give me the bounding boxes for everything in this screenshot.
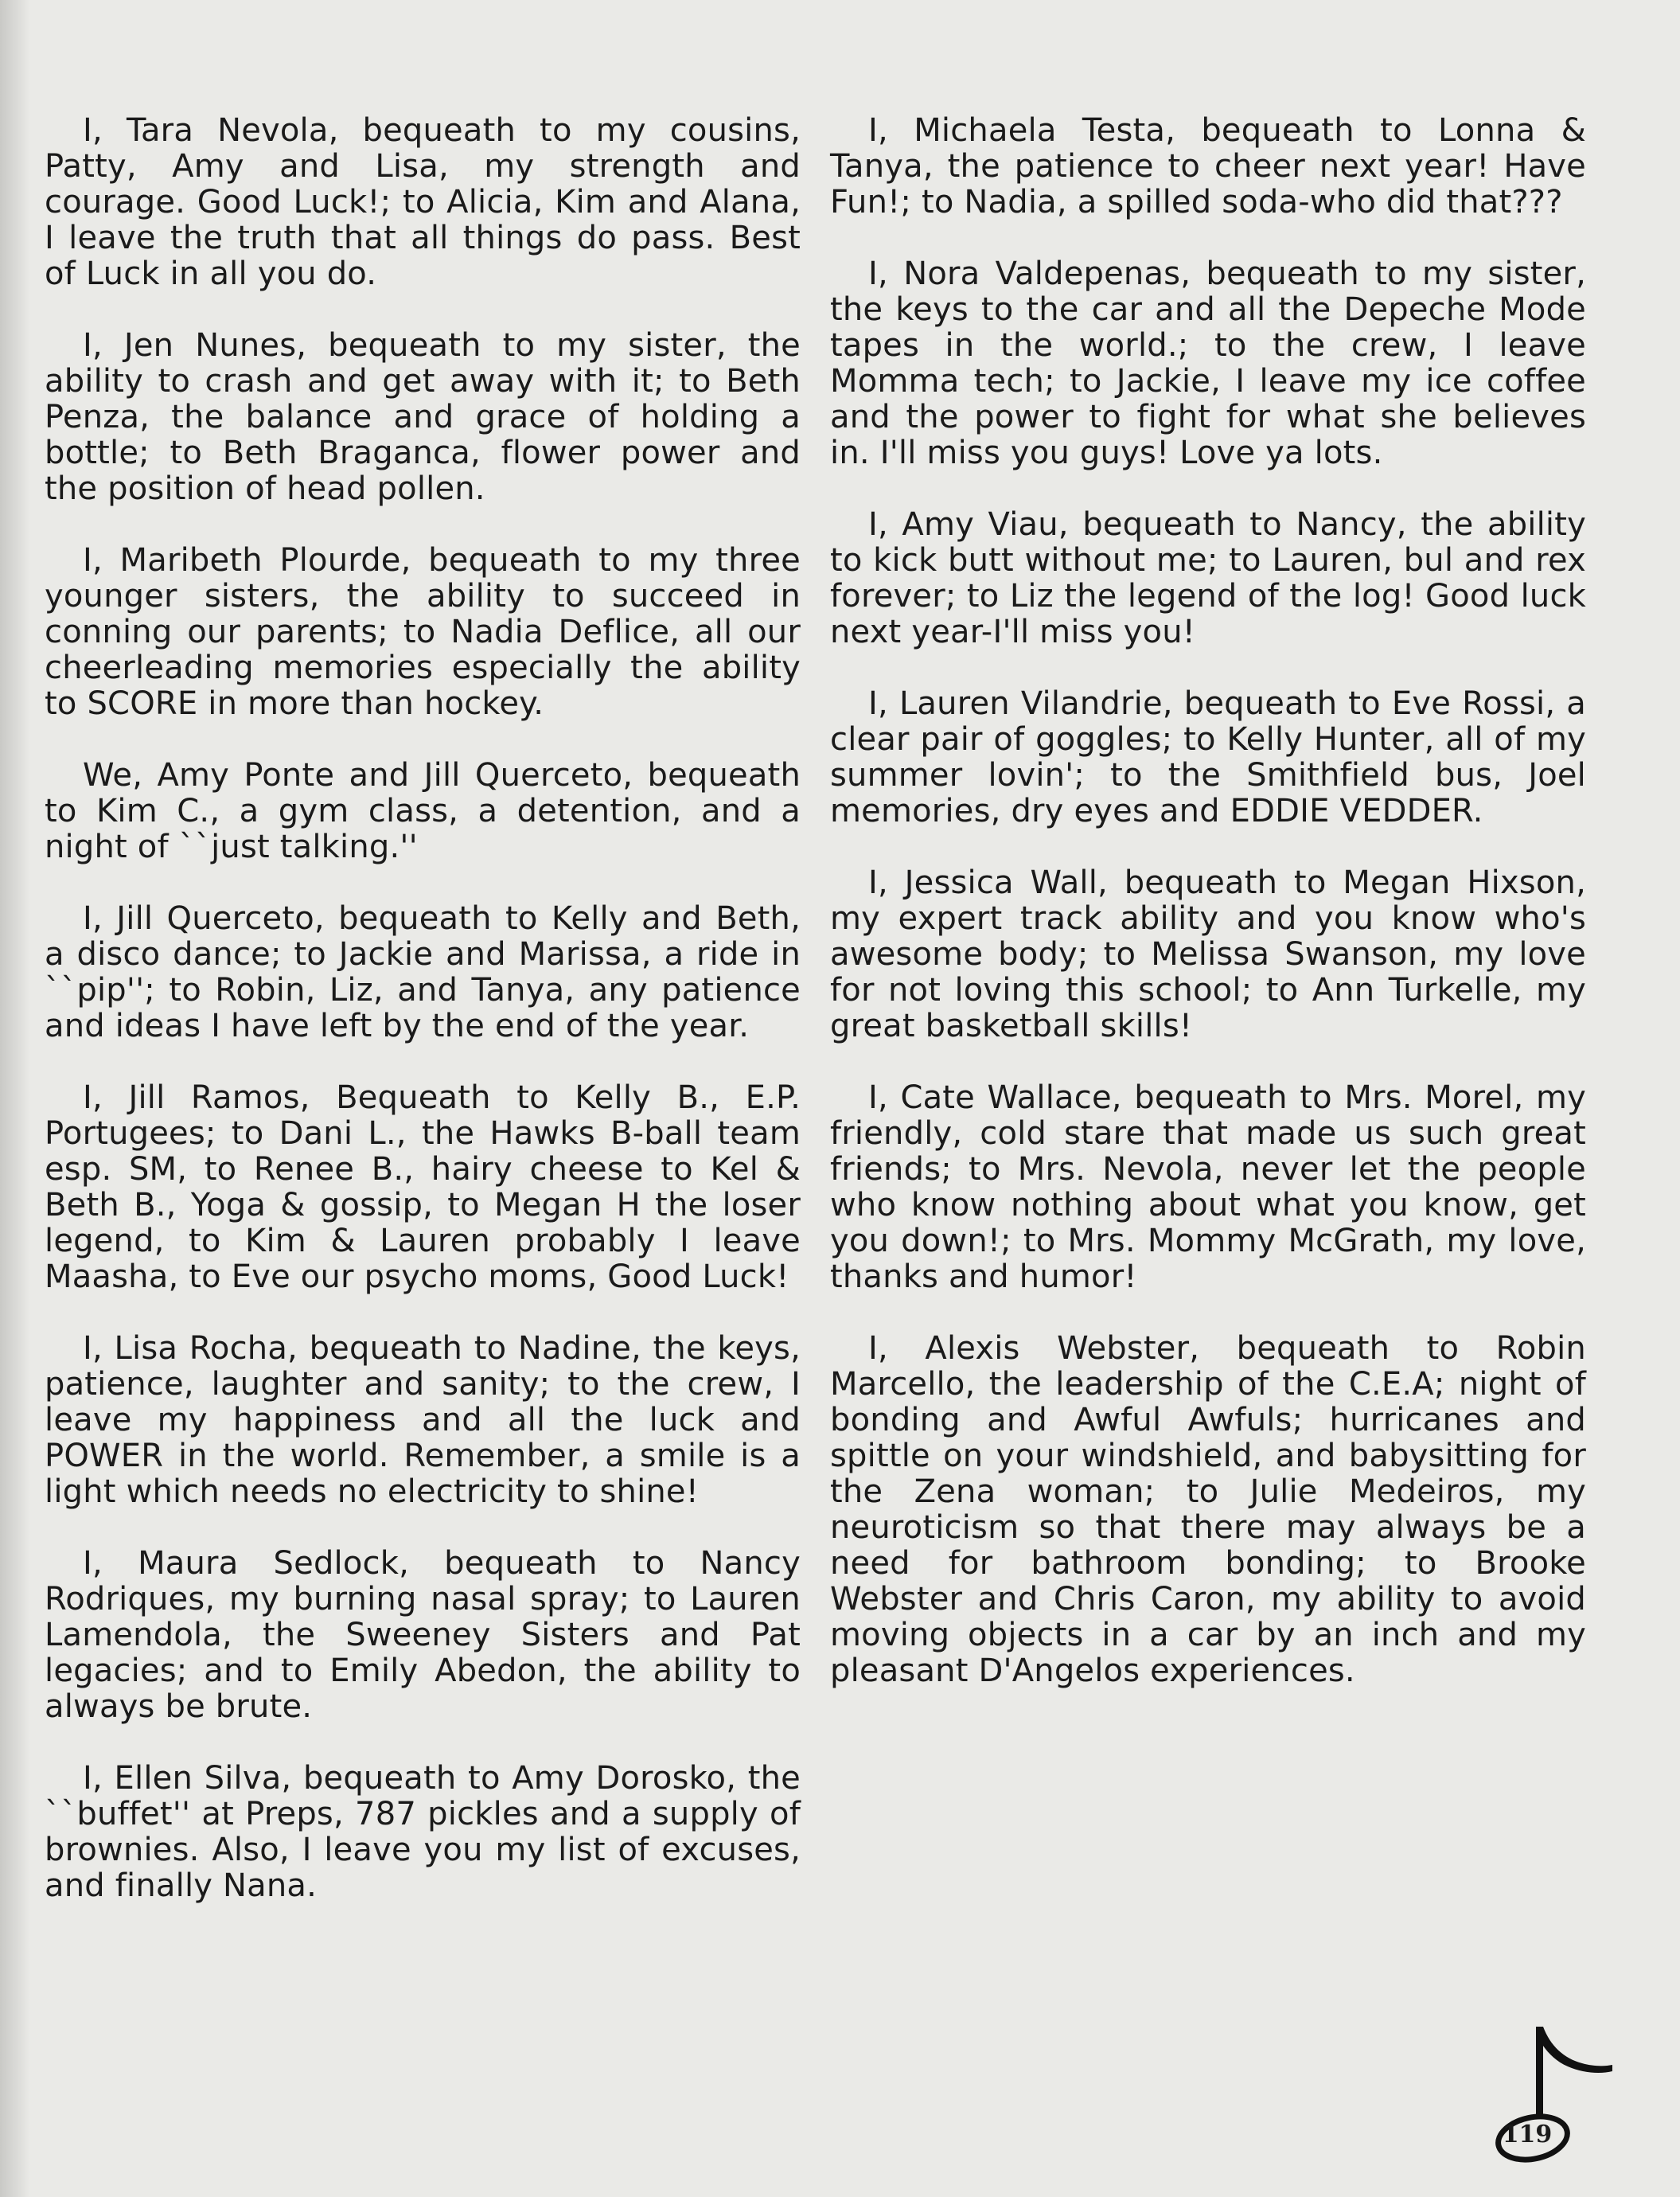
bequest-entry: I, Jill Ramos, Bequeath to Kelly B., E.P. Portugees; to Dani L., the Hawks B-ball team esp. SM, to Renee B., hairy cheese to Kel & Beth B., Yoga & gossip, to Megan H the loser legend, to Kim & Lauren probably I leave Maasha, to Eve our psycho moms, Good Luck! <box>45 1079 801 1295</box>
bequest-entry: I, Jill Querceto, bequeath to Kelly and Beth, a disco dance; to Jackie and Marissa, a ride in ``pip''; to Robin, Liz, and Tanya, any patience and ideas I have left by the end of the year. <box>45 900 801 1044</box>
right-column <box>830 113 1586 1725</box>
bequest-entry: I, Michaela Testa, bequeath to Lonna & Tanya, the patience to cheer next year! Have Fun!; to Nadia, a spilled soda-who did that??? <box>830 112 1586 220</box>
bequest-entry: I, Jessica Wall, bequeath to Megan Hixson, my expert track ability and you know who's awesome body; to Melissa Swanson, my love for not loving this school; to Ann Turkelle, my great basketball skills! <box>830 864 1586 1044</box>
bequest-entry: I, Maura Sedlock, bequeath to Nancy Rodriques, my burning nasal spray; to Lauren Lamendola, the Sweeney Sisters and Pat legacies; and to Emily Abedon, the ability to always be brute. <box>45 1545 801 1725</box>
bequest-entry: I, Cate Wallace, bequeath to Mrs. Morel, my friendly, cold stare that made us such great friends; to Mrs. Nevola, never let the people who know nothing about what you know, get you down!; to Mrs. Mommy McGrath, my love, thanks and humor! <box>830 1079 1586 1295</box>
bequest-entry: I, Nora Valdepenas, bequeath to my sister, the keys to the car and all the Depeche Mode tapes in the world.; to the crew, I leave Momma tech; to Jackie, I leave my ice coffee and the power to fight for what she believes in. I'll miss you guys! Love ya lots. <box>830 256 1586 471</box>
bequest-entry: I, Lauren Vilandrie, bequeath to Eve Rossi, a clear pair of goggles; to Kelly Hunter, all of my summer lovin'; to the Smithfield bus, Joel memories, dry eyes and EDDIE VEDDER. <box>830 685 1586 829</box>
bequest-entry: I, Alexis Webster, bequeath to Robin Marcello, the leadership of the C.E.A; night of bonding and Awful Awfuls; hurricanes and spittle on your windshield, and babysitting for the Zena woman; to Julie Medeiros, my neuroticism so that there may always be a need for bathroom bonding; to Brooke Webster and Chris Caron, my ability to avoid moving objects in a car by an inch and my pleasant D'Angelos experiences. <box>830 1330 1586 1689</box>
bequest-entry: We, Amy Ponte and Jill Querceto, bequeath to Kim C., a gym class, a detention, and a night of ``just talking.'' <box>45 757 801 865</box>
page-spine-shadow <box>0 0 30 2197</box>
bequest-entry: I, Amy Viau, bequeath to Nancy, the ability to kick butt without me; to Lauren, bul and rex forever; to Liz the legend of the log! Good luck next year-I'll miss you! <box>830 506 1586 650</box>
bequest-entry: I, Tara Nevola, bequeath to my cousins, Patty, Amy and Lisa, my strength and courage. Good Luck!; to Alicia, Kim and Alana, I leave the truth that all things do pass. Best of Luck in all you do. <box>45 112 801 292</box>
left-column <box>45 113 801 1940</box>
bequest-entry: I, Ellen Silva, bequeath to Amy Dorosko, the ``buffet'' at Preps, 787 pickles and a supply of brownies. Also, I leave you my list of excuses, and finally Nana. <box>45 1760 801 1904</box>
bequest-entry: I, Lisa Rocha, bequeath to Nadine, the keys, patience, laughter and sanity; to the crew, I leave my happiness and all the luck and POWER in the world. Remember, a smile is a light which needs no electricity to shine! <box>45 1330 801 1510</box>
bequest-entry: I, Maribeth Plourde, bequeath to my three younger sisters, the ability to succeed in conning our parents; to Nadia Deflice, all our cheerleading memories especially the ability to SCORE in more than hockey. <box>45 542 801 722</box>
page-number: 119 <box>1502 2121 1553 2148</box>
bequest-entry: I, Jen Nunes, bequeath to my sister, the ability to crash and get away with it; to Beth Penza, the balance and grace of holding a bottle; to Beth Braganca, flower power and the position of head pollen. <box>45 327 801 507</box>
